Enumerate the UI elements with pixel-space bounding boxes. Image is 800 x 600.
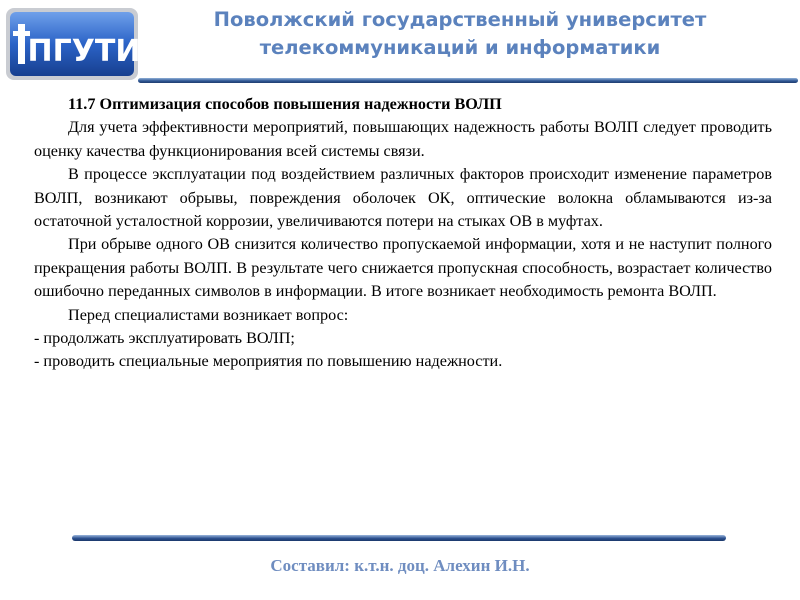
footer-divider	[72, 535, 726, 541]
university-name	[170, 6, 750, 62]
paragraph-2: В процессе эксплуатации под воздействием различных факторов происходит изменение параметров ВОЛП, возникают обрывы, повреждения оболочек ОК, оптические волокна обламываются из-за остаточной усталостной коррозии, увеличиваются потери на стыках ОВ в муфтах.	[34, 165, 772, 231]
section-heading: 11.7 Оптимизация способов повышения надежности ВОЛП	[68, 95, 502, 113]
list-item-1: - продолжать эксплуатировать ВОЛП;	[34, 329, 295, 348]
title-line-2: телекоммуникаций и информатики	[259, 36, 661, 59]
list-item-2: - проводить специальные мероприятия по повышению надежности.	[34, 352, 503, 371]
slide-content	[34, 93, 772, 374]
header-divider	[138, 78, 798, 83]
logo-text: ПГУТИ	[27, 34, 141, 69]
paragraph-3: При обрыве одного ОВ снизится количество пропускаемой информации, хотя и не наступит полного прекращения работы ВОЛП. В результате чего снижается пропускная способность, возрастает количество ошибочно переданных символов в информации. В итоге возникает необходимость ремонта ВОЛП.	[34, 235, 772, 301]
university-logo	[4, 6, 142, 84]
paragraph-1: Для учета эффективности мероприятий, повышающих надежность работы ВОЛП следует проводить оценку качества функционирования всей системы связи.	[34, 118, 772, 160]
author-credit: Составил: к.т.н. доц. Алехин И.Н.	[270, 556, 530, 575]
paragraph-4: Перед специалистами возникает вопрос:	[68, 305, 349, 324]
title-line-1: Поволжский государственный университет	[213, 8, 707, 31]
